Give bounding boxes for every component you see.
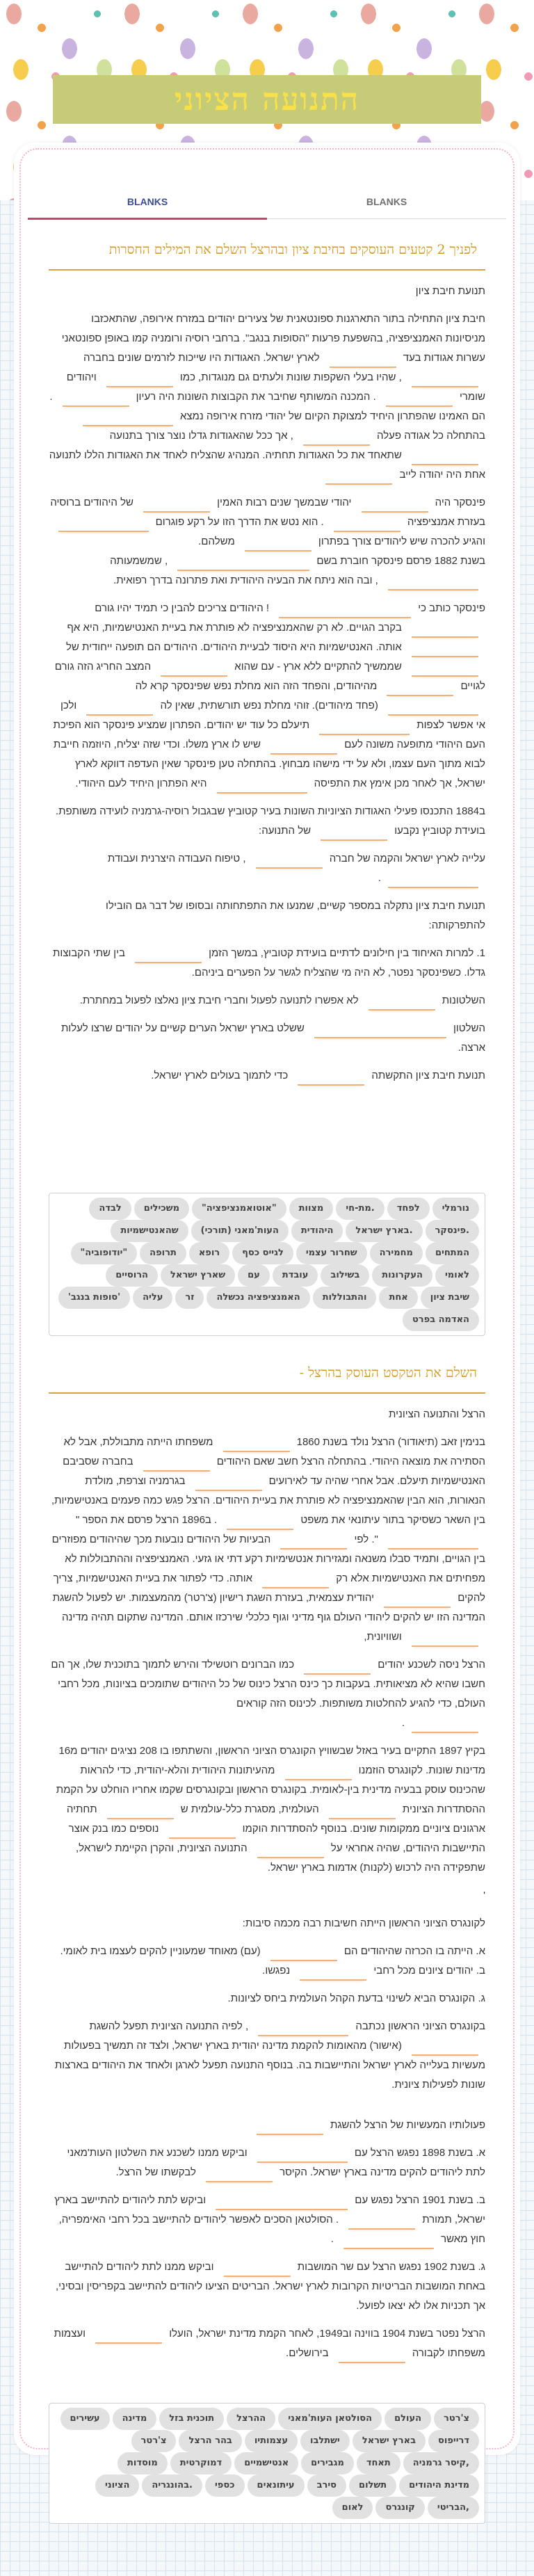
section-2-subtitle: הרצל והתנועה הציונית [389,1408,485,1420]
blank-input[interactable] [216,2195,348,2210]
blank-input[interactable] [279,603,411,618]
section-1-subtitle: תנועת חיבת ציון [415,285,485,297]
word-chip[interactable]: שארץ ישראל [161,1264,235,1287]
word-chip[interactable]: הציוני [95,2474,139,2497]
paragraph: לקונגרס הציוני הראשון הייתה חשיבות רבה מכמה סיבות: [242,1917,485,1929]
paragraph: בקונגרס הציוני הראשון נכתבה , לפיה התנועה הציונית תפעל להשגת (אישור) מהאומות להקמת מדינה יהודית בארץ ישראל, ולצד זה תמשיך בפעולות מעשיות בעלייה לארץ ישראל והתיישבות בה. בנוסף התנועה תפעל לארגן ולאחד את היהודים בארצות שונות לפעילות ציונית. [54,2020,485,2091]
paragraph: א. הייתה בו הכרזה שהיהודים הם (עם) מאוחד שמעוניין להקים לעצמו בית לאומי. ב. יהודים ציונים מכל רחבי נפגשו. [49,1942,485,1981]
word-chip[interactable]: לאום [332,2497,373,2519]
section-2-title: השלם את הטקסט העוסק בהרצל - [49,1363,485,1394]
word-chip[interactable]: מדינת היהודים [399,2474,479,2497]
blank-input[interactable] [227,1515,293,1530]
word-chip[interactable]: עיתונאים [248,2474,305,2497]
word-chip[interactable]: לגייס כסף [232,1242,293,1264]
word-chip[interactable]: 'סופות בנגב' [58,1287,130,1309]
word-chip[interactable]: מדינה [113,2408,157,2430]
word-chip[interactable]: בשילוב [321,1264,369,1287]
paragraph: פעולותיו המעשיות של הרצל להשגת [49,2116,485,2135]
word-chip[interactable]: דמוקרטית [170,2452,232,2474]
blank-input[interactable] [325,469,392,485]
blank-input[interactable] [161,661,227,677]
word-chip[interactable]: נורמלי [432,1198,479,1220]
paragraph: חיבת ציון התחילה בתור התארגנות ספונטאנית של צעירים יהודים במזרח אירופה, שהתאכזבו מניסיונות האמנציפציה, בהשפעת פרעות "הסופות בנגב". ברחבי רוסיה ורומניה קמו באופן ספונטאני עשרות אגודות בעד לארץ ישראל. האגודות היו שייכות לזרמים שונים בחברה , שהיו בעלי השקפות שונות ולעתים גם מנוגדות, כמו ויהודים שומרי . המכנה המשותף שחיבר את הקבוצות השונות היה רעיון . הם האמינו שהפתרון היחיד למצוקת הקיום של יהודי מזרח אירופה נמצא בהתחלה כל אגודה פעלה , אך ככל שהאגודות גדלו נוצר צורך בתנועה שתאחד את כל האגודות תחתיה. המנהיג שהצליח לאחד את האגודות הללו לתנועה אחת היה יהודה לייב [49,309,485,485]
word-chip[interactable]: ההרצל [227,2408,275,2430]
word-chip[interactable]: לבדה [89,1198,131,1220]
word-chip[interactable]: המתחים [426,1242,479,1264]
paragraph: ג. בשנת 1902 נפגש הרצל עם שר המושבות וביקש ממנו לתת ליהודים להתיישב באחת המושבות הבריטיות הקרובות לארץ ישראל. הבריטים הציעו ליהודים להתיישב בקפריסין ובסיני, אך תכניות אלו לא יצאו לפועל. [55,2261,485,2312]
word-chip[interactable]: שיבת ציון [421,1287,479,1309]
word-chip[interactable]: והתבוללות [313,1287,377,1309]
blank-input[interactable] [388,700,478,716]
word-chip[interactable]: .בהונגריה [142,2474,202,2497]
paragraph: בנימין זאב (תיאודור) הרצל נולד בשנת 1860 משפחתו הייתה מתבוללת, אבל לא הסתירה את מוצאה היהודי. בהתחלה הרצל חשב שאם היהודים בחברה שסביבם האנטישמיות תיעלם. אבל אחרי שהיה עד לאירועים בגרמניה וצרפת, מולדת הנאורות, הוא הבין שהאמנציפציה לא פותרת את בעיית היהודים. הרצל פגש כמה פעמים באנטישמיות, בין השאר כשסיקר בתור עיתונאי את משפט . ב1896 הרצל פרסם את הספר " ". לפי הבעיות של היהודים נובעות מכך שהיהודים מפוזרים בין הגויים, ותמיד סבלו משנאה ומגזירות אנטשימיות רקע דתי או גזעי. האמנציפציה וההתבוללות לא מפחיתים את האנטישמיות אלא רק אותה. כדי לפתור את בעיית האנטישמיות, צריך להקים יהודית עצמאית, בעזרת השגת רישיון (צ'רטר) מהמעצמות. יש לפעול להשגת המדינה הזו יש להקים ליהודי העולם גוף מדיני וגוף כלכלי שירכזו אותם. המדינה שתקום תהיה מדינה ושוויונית, [49,1433,485,1647]
blank-input[interactable] [412,622,478,638]
blank-input[interactable] [384,1593,451,1608]
word-chip[interactable]: רופא [189,1242,229,1264]
blank-input[interactable] [106,372,173,387]
word-chip[interactable]: משכילים [134,1198,189,1220]
blank-input[interactable] [387,681,453,696]
word-chip[interactable]: עליה [133,1287,172,1309]
blank-input[interactable] [206,2167,273,2182]
word-bank-1 [49,1193,485,1336]
section-1-title: לפניך 2 קטעים העוסקים בחיבת ציון ובהרצל השלם את המילים החסרות [49,240,485,271]
paragraph: עלייה לארץ ישראל והקמה של חברה , טיפוח העבודה היצרנית ועבודת . [49,849,485,888]
blank-input[interactable] [412,661,478,677]
word-chip[interactable]: "יודופוביה" [71,1242,138,1264]
word-chip[interactable]: מגבירים [301,2452,354,2474]
word-chip[interactable]: תוכנית בזל [159,2408,224,2430]
word-chip[interactable]: תאחד [357,2452,400,2474]
blank-input[interactable] [257,2148,348,2163]
word-chip[interactable]: מחמירה [370,1242,423,1264]
word-chip[interactable]: לפחד [387,1198,430,1220]
blank-input[interactable] [86,700,153,716]
blank-input[interactable] [388,1534,478,1549]
blank-input[interactable] [339,2348,405,2363]
word-chip[interactable]: בארץ ישראל [353,2430,426,2452]
blank-input[interactable] [83,411,173,426]
word-chip[interactable]: העולם [385,2408,431,2430]
tab-bar [28,184,506,219]
word-chip[interactable]: צ'רטר [434,2408,479,2430]
paragraph: ב. בשנת 1901 הרצל נפגש עם וביקש לתת ליהודים להתיישב בארץ ישראל, תמורת . הסולטאן הסכים לאפשר ליהודים להתיישב בכל רחבי האימפריה, חוץ מאשר . [49,2191,485,2249]
word-chip[interactable]: הרוסיים [106,1264,158,1287]
blank-input[interactable] [412,642,478,657]
blank-input[interactable] [256,853,323,869]
blank-input[interactable] [107,1804,174,1819]
blank-input[interactable] [223,1437,290,1452]
blank-input[interactable] [143,1456,210,1472]
tab-blanks-1[interactable]: BLANKS [28,184,267,218]
word-chip[interactable]: סירב [307,2474,346,2497]
section-1 [49,240,485,1094]
title-banner [53,75,481,124]
blank-input[interactable] [348,2214,415,2230]
word-chip[interactable]: אחת [379,1287,417,1309]
word-chip[interactable]: תרופה [140,1242,186,1264]
blank-input[interactable] [343,2234,434,2249]
word-chip[interactable]: העקרונות [372,1264,432,1287]
paragraph: בקיץ 1897 התקיים בעיר באזל שבשוויץ הקונגרס הציוני הראשון, והשתתפו בו 208 נציגים יהודים מ16 מדינות שונות. לקונגרס הוזמנו מהעיתונות היהודית והלא-יהודית, כדי להראות שהכינוס עוסק בבעיה מדינית בין-לאומית. בקונגרס הראשון ובקונגרסים שקמו אחריו הוחלט על הקמת ההסתדרות הציונית העולמית, מסגרת כלל-עולמית ש תחתיה ארגונים ציוניים ממקומות שונים. בנוסף להסתדרות הוקמו נוספים כמו בנק אוצר התיישבות היהודים, שהיה אחראי על התנועה הציונית, והקרן הקיימת לישראל, שתפקידה היה לרכוש (לקנות) אדמות בארץ ישראל. [56,1745,485,1874]
word-chip[interactable]: מוסדות [118,2452,168,2474]
blank-input[interactable] [258,2021,348,2036]
worksheet-card [14,143,520,2513]
word-chip[interactable]: העות'מאני (תורכי) [191,1220,289,1242]
blank-input[interactable] [143,497,210,513]
word-chip[interactable]: אנטישמיים [234,2452,298,2474]
paragraph: ב1884 התכנסו פעילי האגודות הציוניות השונות בעיר קטוביץ שבגבול רוסיה-גרמניה לועידה משותפת. בועידת קטוביץ נקבעו של התנועה: [49,802,485,841]
word-chip[interactable]: ישתלבו [300,2430,350,2452]
blank-input[interactable] [412,1718,478,1733]
word-chip[interactable]: כספי [205,2474,245,2497]
blank-input[interactable] [314,1023,446,1038]
blank-input[interactable] [285,1765,352,1780]
blank-input[interactable] [262,1573,329,1588]
blank-input[interactable] [135,948,202,963]
word-chip[interactable]: דרייפוס [428,2430,479,2452]
tab-blanks-2[interactable]: BLANKS [366,195,407,207]
blank-input[interactable] [177,556,309,571]
word-chip[interactable]: ,הבריטי [428,2497,479,2519]
word-chip[interactable]: עם [238,1264,270,1287]
blank-input[interactable] [169,1824,236,1839]
word-chip[interactable]: שחרור עצמי [296,1242,367,1264]
word-chip[interactable]: האמנציפציה נכשלה [207,1287,309,1309]
word-chip[interactable]: האדמה בפרט [403,1309,479,1331]
blank-input[interactable] [388,575,478,590]
blank-input[interactable] [369,995,435,1011]
blank-input[interactable] [304,1659,371,1675]
paragraph: תנועת חיבת ציון התקשתה כדי לתמוך בעולים לארץ ישראל. [49,1066,485,1086]
blank-input[interactable] [300,1965,366,1981]
word-chip[interactable]: הסולטאן העות'מאני [278,2408,382,2430]
word-chip[interactable]: צ'רטר [131,2430,177,2452]
blank-input[interactable] [298,1070,364,1086]
blank-input[interactable] [58,517,149,532]
paragraph: ג. הקונגרס הביא לשינוי בדעת הקהל העולמית ביחס לציונות. [227,1993,485,2004]
word-bank-chips [49,1193,485,1336]
blank-input[interactable] [362,497,428,513]
paragraph: פינסקר כותב כי ! היהודים צריכים להבין כי תמיד יהיו גורם בקרב הגויים. לא רק שהאמנציפציה לא פותרת את בעיית האנטישמיות, היא אף אותה. האנטישמיות היא היסוד לבעיית היהודים. היהודים הם תופעה ייחודית של שממשיך להתקיים ללא ארץ - עם שהוא המצב החריג הזה גורם לגויים מהיהודים, והפחד הזה הוא מחלת נפש שפינסקר קרא לה (פחד מיהודים). זוהי מחלת נפש תורשתית, שאין לה ולכן אי אפשר לצפות תיעלם כל עוד יש יהודים. הפתרון שמציע פינסקר הוא הפיכת העם היהודי מתופעה משונה לעם שיש לו ארץ משלו. וכדי שזה יצליח, היוזמה חייבת לבוא מתוך העם עצמו, ולא על ידי מישהו מבחוץ. בהתחלה טען פינסקר שאין העדפה דווקא לארץ ישראל, אך לאחר מכן אימץ את התפיסה היא הפתרון היחיד לעם היהודי. [49,599,485,794]
word-chip[interactable]: היהודית [291,1220,343,1242]
word-chip[interactable]: מצוות [289,1198,334,1220]
word-chip[interactable]: .פינסקר [426,1220,479,1242]
word-bank-2 [49,2403,485,2524]
blank-input[interactable] [257,1843,324,1858]
paragraph: א. בשנת 1898 נפגש הרצל עם וביקש ממנו לשכנע את השלטון העות'מאני לתת ליהודים להקים מדינה בארץ ישראל. הקיסר לבקשתו של הרצל. [49,2143,485,2182]
paragraph: תנועת חיבת ציון נתקלה במספר קשיים, שמנעו את התפתחותה ובסופו של דבר גם הובילו להתפרקותה: [106,900,485,931]
word-chip[interactable]: עשירים [60,2408,110,2430]
paragraph: 1. למרות האיחוד בין חילונים לדתיים בועידת קטוביץ, במשך הזמן בין שתי הקבוצות גדלו. כשפינסקר נפטר, לא היה מי שהצליח לגשר על הפערים ביניהם. [52,947,485,979]
blank-input[interactable] [257,2120,323,2135]
word-chip[interactable]: "אוטואמנציפציה" [192,1198,286,1220]
blank-input[interactable] [334,517,400,532]
blank-input[interactable] [386,392,453,407]
blank-input[interactable] [95,2328,162,2344]
blank-input[interactable] [412,2040,478,2056]
blank-input[interactable] [224,2262,291,2277]
blank-input[interactable] [245,536,312,552]
paragraph: ' [483,1890,485,1901]
blank-input[interactable] [270,739,337,755]
paragraph: פינסקר היה יהודי שבמשך שנים רבות האמין של היהודים ברוסיה בעזרת אמנציפציה . הוא נטש את הדרך הזו על רקע פוגרום והגיע להכרה שיש ליהודים צורך בפתרון משלהם. בשנת 1882 פרסם פינסקר חוברת בשם , שמשמעותה , ובה הוא ניתח את הבעיה היהודית ואת פתרונה בדרך רפואית. [49,493,485,590]
blank-input[interactable] [280,1534,347,1549]
word-chip[interactable]: עצמותיו [245,2430,298,2452]
blank-input[interactable] [303,430,370,446]
word-chip[interactable]: תשלום [349,2474,396,2497]
blank-input[interactable] [63,392,129,407]
blank-input[interactable] [319,720,410,735]
word-chip[interactable]: .מת-חי [336,1198,384,1220]
word-chip[interactable]: לאומי [435,1264,479,1287]
word-chip[interactable]: עובדת [273,1264,318,1287]
blank-input[interactable] [330,353,396,368]
paragraph: השלטון ששלט בארץ ישראל הערים קשיים על יהודים שרצו לעלות ארצה. [60,1022,485,1054]
blank-input[interactable] [270,1946,337,1961]
paragraph: הרצל ניסה לשכנע יהודים כמו הברונים רוטשילד והירש לתמוך בתוכנית שלו, אך הם חשבו שהיא לא מציאותית. בעקבות כך כינס הרצל כינוס של כל היהודים שתומכים בציונות, מכל רחבי העולם, כדי להגיע להחלטות משותפות. לכינוס הזה קוראים . [49,1655,485,1733]
blank-input[interactable] [412,372,478,387]
word-chip[interactable]: ,קיסר גרמניה [403,2452,479,2474]
section-2 [49,1363,485,2372]
blank-input[interactable] [388,873,478,888]
word-chip[interactable]: קונגרס [375,2497,424,2519]
blank-input[interactable] [412,450,478,465]
blank-input[interactable] [329,1804,396,1819]
blank-input[interactable] [412,1632,478,1647]
word-chip[interactable]: שהאנטישמיות [111,1220,188,1242]
word-bank-chips [49,2403,485,2524]
paragraph: השלטונות לא אפשרו לתנועה לפעול וחברי חיבת ציון נאלצו לפעול במחתרת. [49,991,485,1011]
word-chip[interactable]: .בארץ ישראל [346,1220,422,1242]
blank-input[interactable] [321,826,387,841]
blank-input[interactable] [217,778,307,794]
paragraph: הרצל נפטר בשנת 1904 בווינה וב1949, לאחר הקמת מדינת ישראל, הועלו ועצמות משפחתו לקבורה בירושלים. [49,2324,485,2363]
page-title: התנועה הציוני [174,81,360,118]
word-chip[interactable]: זר [175,1287,204,1309]
word-chip[interactable]: בהר הרצל [179,2430,241,2452]
blank-input[interactable] [195,1476,262,1491]
